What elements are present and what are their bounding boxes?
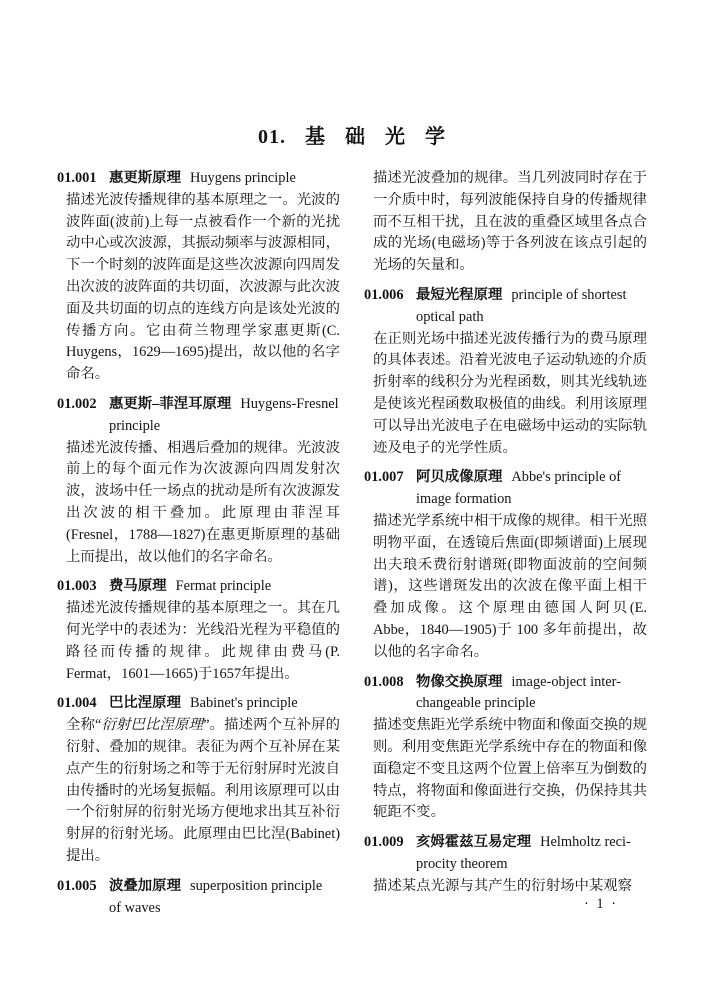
term-english-continued: principle — [109, 417, 161, 434]
term-chinese: 惠更斯–菲涅耳原理 — [109, 395, 232, 412]
definition-segment: 描述变焦距光学系统中物面和像面交换的规则。利用变焦距光学系统中存在的物面和像面稳定不变且这两个位置上倍率互为倒数的特点，将物面和像面进行交换，仍保持其共轭距不变。 — [373, 717, 647, 821]
term-chinese: 亥姆霍兹互易定理 — [416, 834, 532, 851]
entry-01.008 — [364, 672, 647, 825]
entry-number: 01.005 — [57, 877, 97, 894]
definition-segment: 描述光波传播规律的基本原理之一。光波的波阵面(波前)上每一点被看作一个新的光扰动中心或次波源，其振动频率与波源相同，下一个时刻的波阵面是这些次波源向四周发出次波的波阵面的共切面，次波源与此次波面及共切面的切点的连线方向是该处光波的传播方向。它由荷兰物理学家惠更斯(C. Huygens，1629—1695)提出，故以他的名字命名。 — [66, 191, 340, 383]
definition-segment: 全称“ — [66, 717, 102, 734]
term-chinese: 波叠加原理 — [109, 877, 181, 894]
entry-number: 01.001 — [57, 170, 97, 186]
entry-heading — [364, 285, 647, 307]
term-chinese: 最短光程原理 — [416, 286, 503, 303]
term-chinese: 巴比涅原理 — [109, 695, 181, 712]
page-title: 01. 基 础 光 学 — [258, 126, 446, 148]
entry-number: 01.009 — [364, 834, 404, 851]
column-left — [57, 168, 340, 919]
entry-heading — [364, 832, 647, 854]
term-english: Abbe's principle of — [511, 469, 622, 486]
definition-segment: 衍射巴比涅原理 — [101, 717, 204, 734]
term-chinese: 阿贝成像原理 — [416, 469, 503, 486]
definition-segment: ”。描述两个互补屏的衍射、叠加的规律。表征为两个互补屏在某点产生的衍射场之和等于无衍射屏时光波自由传播时的光场复振幅。利用该原理可以由一个衍射屏的衍射光场方便地求出其互补衍射屏的衍射光场。此原理由巴比涅(Babinet)提出。 — [66, 717, 340, 864]
entry-number: 01.003 — [57, 578, 97, 595]
entry-01.006 — [364, 285, 647, 459]
entry-01.001 — [57, 168, 340, 386]
term-chinese: 费马原理 — [109, 578, 167, 595]
term-chinese: 物像交换原理 — [416, 673, 503, 690]
entry-01.009 — [364, 832, 647, 897]
entry-number: 01.007 — [364, 469, 404, 486]
term-english-continued: of waves — [109, 899, 161, 916]
two-column-layout — [57, 168, 647, 919]
term-english-continued: changeable principle — [416, 695, 536, 712]
definition-segment: 描述光波叠加的规律。当几列波同时存在于一介质中时，每列波能保持自身的传播规律而不互相干扰，且在波的重叠区域里各点合成的光场(电磁场)等于各列波在该点引起的光场的矢量和。 — [373, 170, 647, 274]
term-english-continued: optical path — [416, 308, 484, 325]
entry-heading — [57, 693, 340, 715]
entry-heading — [57, 394, 340, 416]
definition-segment: 描述光波传播、相遇后叠加的规律。光波波前上的每个面元作为次波源向四周发射次波，波场中任一场点的扰动是所有次波源发出次波的相干叠加。此原理由菲涅耳(Fresnel，1788—1827)在惠更斯原理的基础上而提出，故以他们的名字命名。 — [66, 439, 340, 565]
definition-segment: 描述光学系统中相干成像的规律。相干光照明物平面，在透镜后焦面(即频谱面)上展现出夫琅禾费衍射谱斑(即物面波前的空间频谱)，这些谱斑发出的次波在像平面上相干叠加成像。这个原理由德国人阿贝(E. Abbe，1840—1905)于 100 多年前提出，故以他的名字命名。 — [373, 512, 647, 660]
term-english: image-object inter- — [511, 673, 621, 690]
entry-definition — [66, 190, 340, 386]
term-english: Huygens-Fresnel — [240, 395, 339, 412]
term-english: Huygens principle — [189, 170, 296, 186]
definition-segment: 描述某点光源与其产生的衍射场中某观察 — [373, 877, 633, 894]
entry-01.003 — [57, 576, 340, 685]
entry-heading — [364, 672, 647, 694]
entry-number: 01.004 — [57, 695, 97, 712]
entry-definition — [66, 715, 340, 868]
entry-definition — [66, 438, 340, 569]
entry-number: 01.002 — [57, 395, 97, 412]
term-english: Helmholtz reci- — [540, 834, 631, 851]
entry-definition — [373, 329, 647, 460]
term-english-continued: procity theorem — [416, 855, 508, 872]
entry-01.002 — [57, 394, 340, 568]
entry-continuation — [364, 168, 647, 277]
definition-segment: 描述光波传播规律的基本原理之一。其在几何光学中的表述为：光线沿光程为平稳值的路径而传播的规律。此规律由费马(P. Fermat，1601—1665)于1657年提出。 — [66, 600, 340, 682]
entry-heading — [57, 576, 340, 598]
entry-heading — [364, 467, 647, 489]
entry-01.007 — [364, 467, 647, 663]
term-english-continued: image formation — [416, 491, 512, 508]
entry-definition — [373, 511, 647, 664]
entry-definition — [66, 598, 340, 685]
term-english: Babinet's principle — [189, 695, 298, 712]
column-right — [364, 168, 647, 919]
term-english: principle of shortest — [511, 286, 627, 303]
entry-heading — [57, 168, 340, 190]
entry-number: 01.006 — [364, 286, 404, 303]
entry-definition — [373, 168, 647, 277]
entry-definition — [373, 715, 647, 824]
definition-segment: 在正则光场中描述光波传播行为的费马原理的具体表述。沿着光波电子运动轨迹的介质折射率的线积分为光程函数，则其光线轨迹是使该光程函数取极值的曲线。利用该原理可以导出光波电子在电磁场中运动的实际轨迹及电子的光学性质。 — [373, 330, 647, 456]
term-chinese: 惠更斯原理 — [109, 170, 181, 186]
term-english: superposition principle — [189, 877, 323, 894]
entry-01.004 — [57, 693, 340, 867]
entry-number: 01.008 — [364, 673, 404, 690]
page-number: · 1 · — [584, 896, 618, 912]
term-english: Fermat principle — [175, 578, 272, 595]
